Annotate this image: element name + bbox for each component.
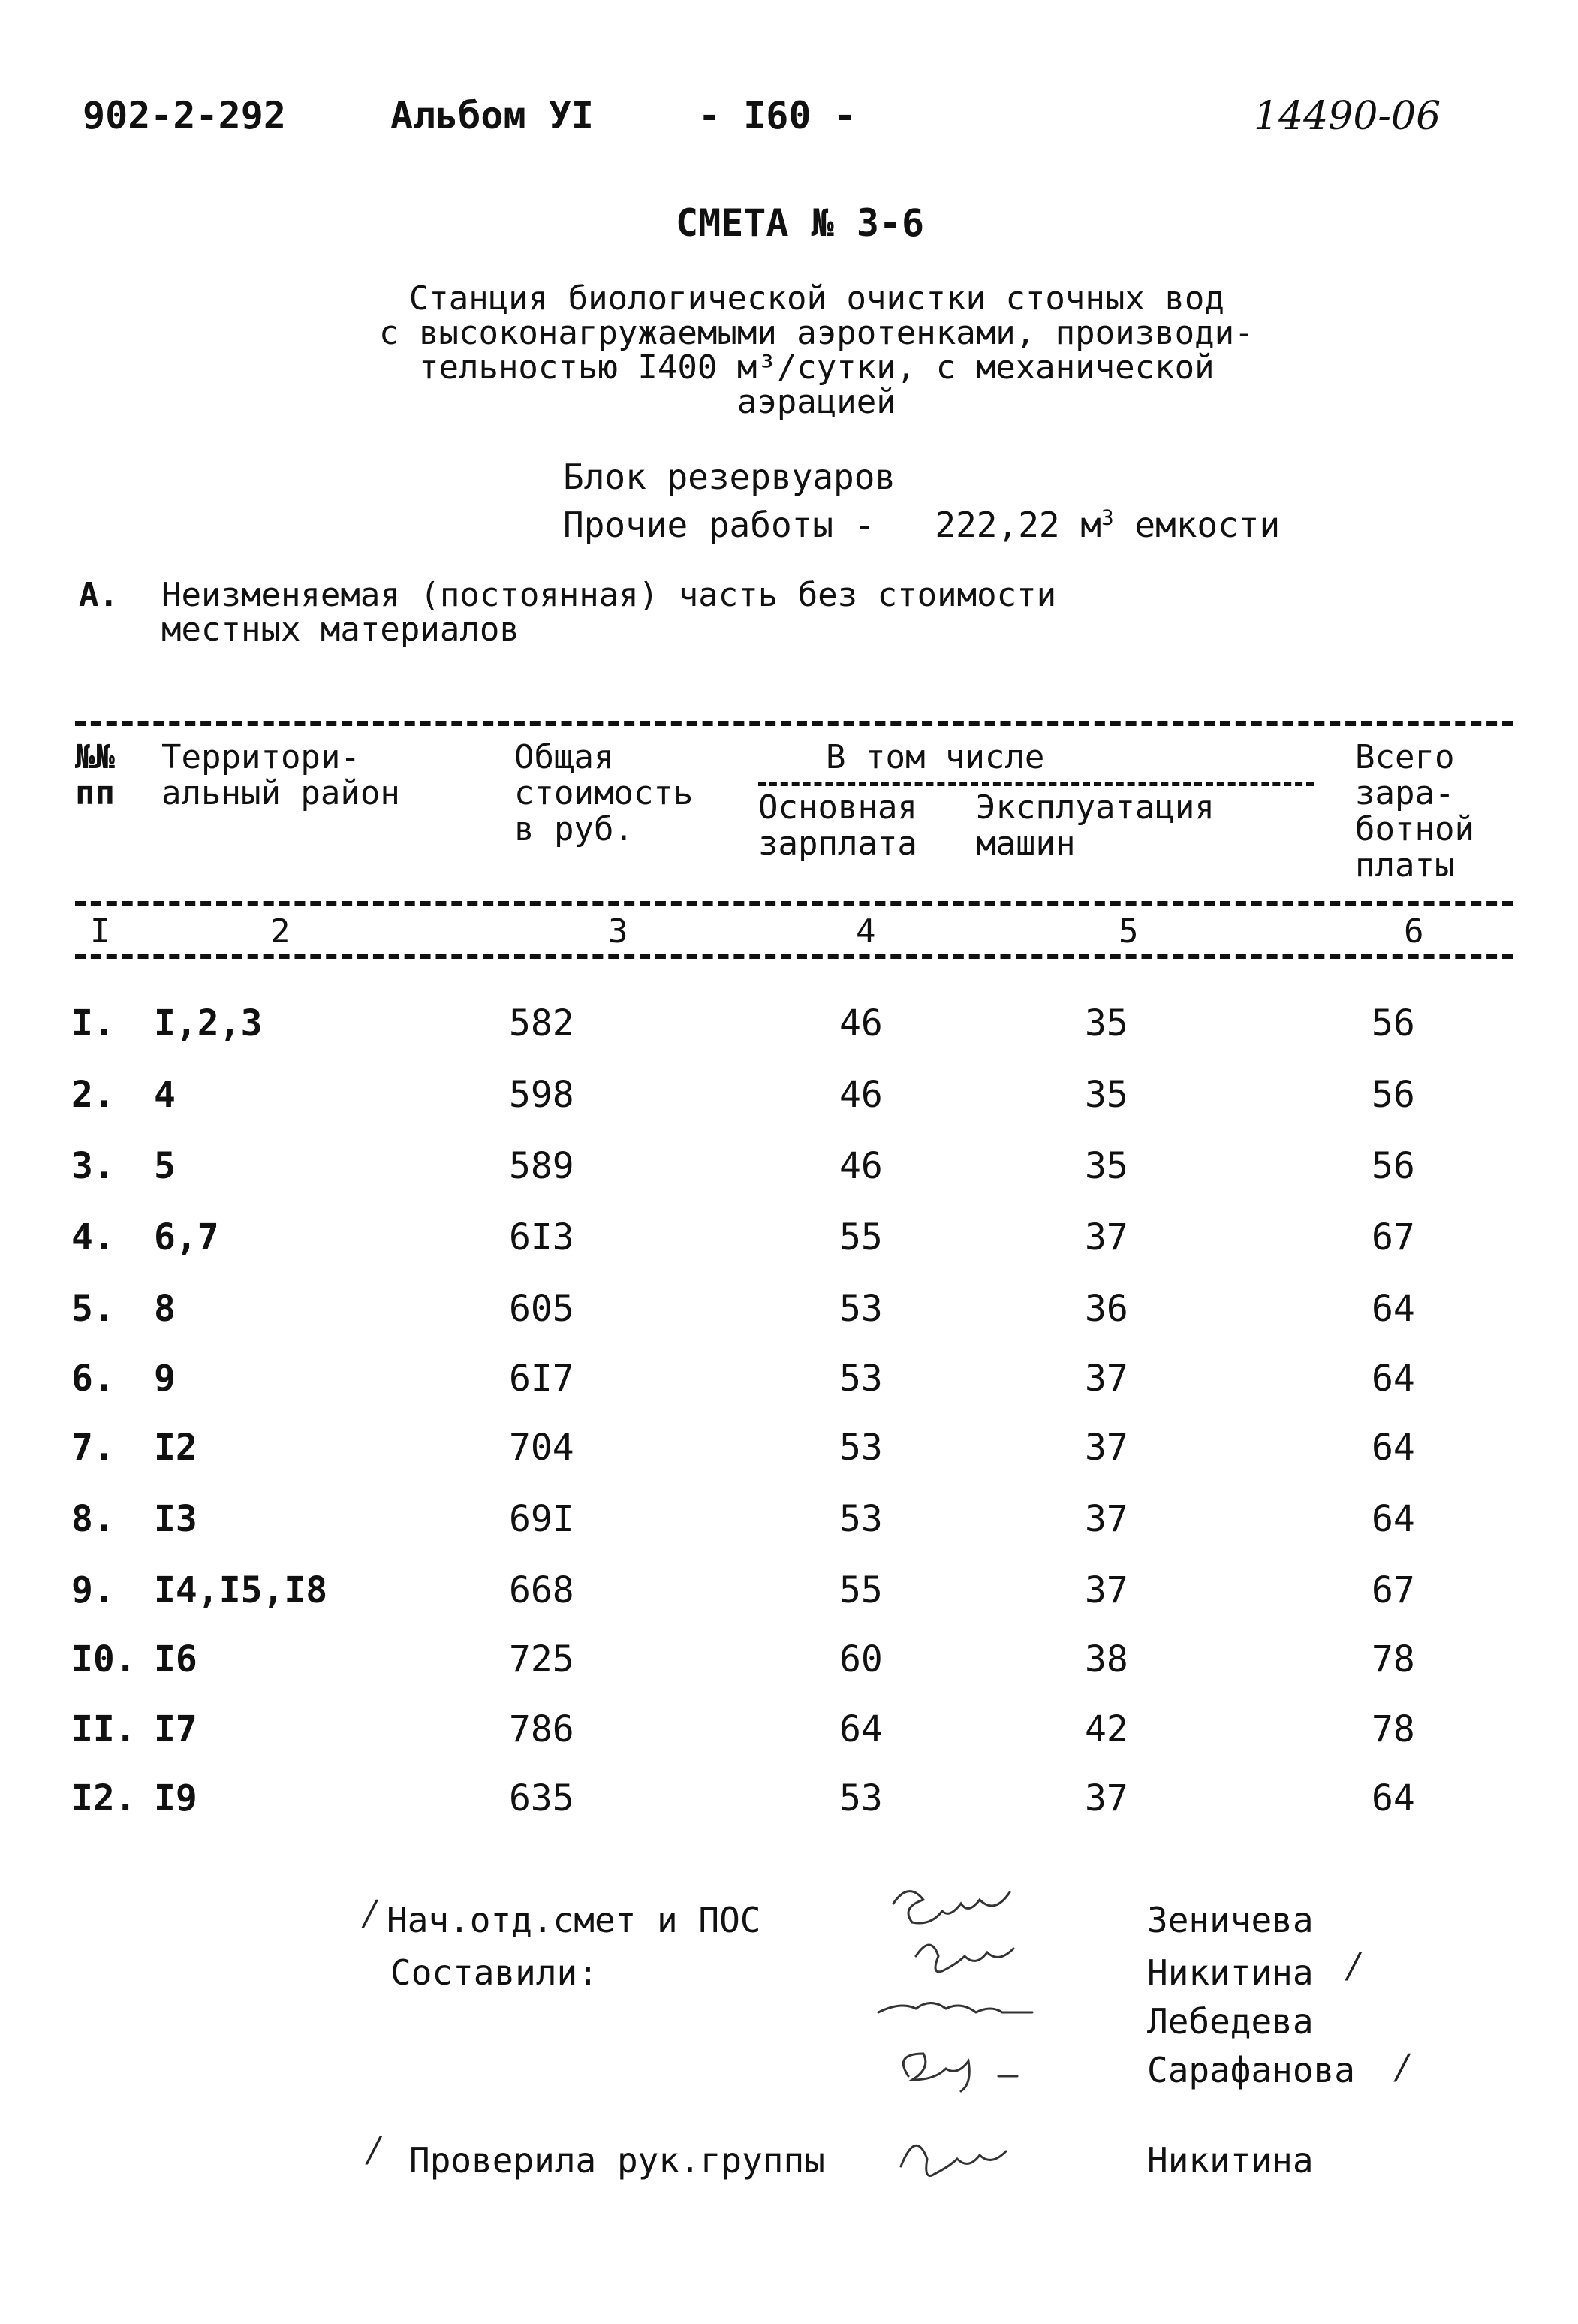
other-works-unit: емкости [1134, 505, 1281, 545]
col-total-header: Общая стоимость в руб. [514, 738, 694, 849]
compiled-by-label: Составили: [390, 1952, 598, 1993]
table-row: I0. I6 725 60 38 78 [71, 1638, 1415, 1680]
name-lebedeva: Лебедева [1147, 2001, 1314, 2042]
archive-number: 14490-06 [1254, 94, 1441, 139]
estimate-title: СМЕТА № З-6 [676, 201, 925, 245]
other-works-line [563, 505, 1280, 545]
col-number-rule [75, 954, 1513, 959]
other-works-label: Прочие работы - [563, 505, 875, 545]
section-line-2: местных материалов [161, 610, 519, 649]
name-nikitina: Никитина [1147, 1952, 1314, 1993]
col-number-2: 2 [270, 912, 291, 951]
col-number-5: 5 [1119, 912, 1139, 951]
handwritten-signatures [863, 1866, 1089, 2204]
table-top-rule [75, 721, 1513, 726]
table-row: I2. I9 635 53 37 64 [71, 1777, 1415, 1819]
other-works-value: 222,22 м [935, 505, 1101, 545]
header-bottom-rule [75, 901, 1513, 906]
block-name: Блок резервуаров [563, 457, 896, 497]
subtitle-line-3: тельностью I400 м³/сутки, с механической [418, 348, 1215, 387]
album-label: Альбом УI [390, 94, 594, 137]
col-number-3: 3 [608, 912, 628, 951]
table-row: 9. I4,I5,I8 668 55 37 67 [71, 1569, 1415, 1611]
col-salary-header: Основная зарплата [758, 788, 917, 863]
subtitle-block [379, 279, 1254, 421]
signature-nikitina-1 [916, 1945, 1013, 1972]
col-number-4: 4 [856, 912, 876, 951]
name-zenicheva: Зеничева [1147, 1900, 1314, 1940]
signature-nikitina-2 [901, 2145, 1006, 2175]
col-num-header: №№ пп [75, 738, 115, 812]
subtitle-line-2: с высоконагружаемыми аэротенками, производи- [379, 314, 1254, 352]
head-of-department-label: Нач.отд.смет и ПОС [387, 1900, 761, 1940]
table-row: I. I,2,3 582 46 35 56 [71, 1002, 1415, 1044]
subtitle-line-1: Станция биологической очистки сточных вод [408, 279, 1224, 318]
table-row: 7. I2 704 53 37 64 [71, 1427, 1415, 1469]
section-mark: А. [79, 576, 119, 614]
signature-sarafanova [903, 2054, 1017, 2091]
slash-mark-3: / [1348, 1945, 1360, 1985]
other-works-sup: 3 [1101, 505, 1114, 530]
document-code: 902-2-292 [83, 94, 286, 137]
table-row: II. I7 786 64 42 78 [71, 1708, 1415, 1750]
table-row: 8. I3 69I 53 37 64 [71, 1498, 1415, 1540]
section-line-1: Неизменяемая (постоянная) часть без стоимости [161, 576, 1057, 614]
table-row: 6. 9 6I7 53 37 64 [71, 1358, 1415, 1400]
col-number-6: 6 [1404, 912, 1424, 951]
col-machines-header: Эксплуатация машин [976, 788, 1215, 863]
col-all-salary-header: Всего зара- ботной платы [1355, 738, 1474, 885]
name-nikitina-checker: Никитина [1147, 2140, 1314, 2181]
slash-mark-1: / [364, 1892, 376, 1933]
slash-mark-4: / [1396, 2046, 1408, 2087]
page-number: - I60 - [698, 94, 857, 137]
including-rule [758, 782, 1314, 786]
name-sarafanova: Сарафанова [1147, 2050, 1355, 2090]
col-region-header: Территори- альный район [161, 738, 400, 812]
section-a [79, 578, 1056, 647]
signature-lebedeva [878, 2003, 1032, 2013]
col-including-header: В том числе [826, 738, 1045, 776]
col-number-1: I [90, 912, 110, 951]
signature-zenicheva [893, 1891, 1010, 1923]
slash-mark-2: / [368, 2129, 380, 2169]
table-row: 4. 6,7 6I3 55 37 67 [71, 1216, 1415, 1258]
table-row: 2. 4 598 46 35 56 [71, 1074, 1415, 1116]
table-row: 5. 8 605 53 36 64 [71, 1288, 1415, 1330]
table-row: 3. 5 589 46 35 56 [71, 1145, 1415, 1187]
subtitle-line-4: аэрацией [736, 383, 896, 421]
checked-by-label: Проверила рук.группы [409, 2140, 825, 2181]
